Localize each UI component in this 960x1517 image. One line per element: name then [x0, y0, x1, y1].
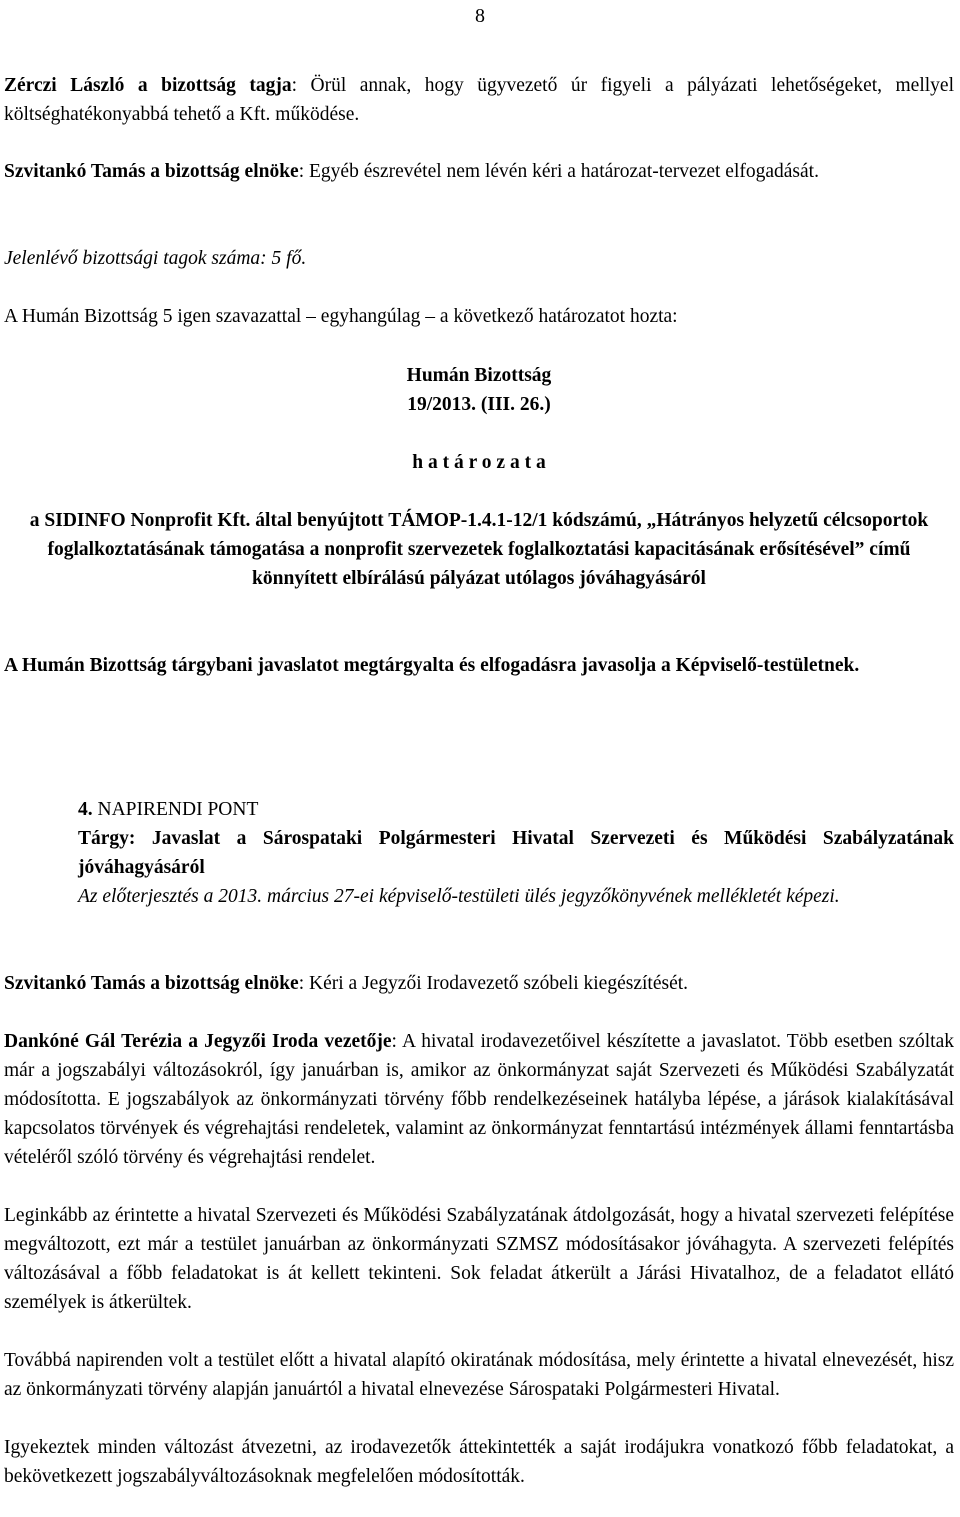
present-members: Jelenlévő bizottsági tagok száma: 5 fő. — [4, 248, 307, 269]
speaker-name: Zérczi László a bizottság tagja — [4, 75, 292, 96]
paragraph-dankone — [4, 1027, 954, 1172]
speaker-name: Szvitankó Tamás a bizottság elnöke — [4, 161, 299, 182]
paragraph-text: : Kéri a Jegyzői Irodavezető szóbeli kiegészítését. — [298, 973, 689, 994]
agenda-number: 4. — [78, 799, 93, 820]
agenda-subject: Tárgy: Javaslat a Sárospataki Polgármesteri Hivatal Szervezeti és Működési Szabályzatának jóváhagyásáról — [78, 828, 954, 878]
resolution-subject: a SIDINFO Nonprofit Kft. által benyújtott TÁMOP-1.4.1-12/1 kódszámú, „Hátrányos helyzetű célcsoportok foglalkoztatásának támogatása a nonprofit szervezetek foglalkoztatási kapacitásának erősítésével” című könnyített elbírálású pályázat utólagos jóváhagyásáról — [29, 510, 929, 589]
paragraph-szvitanko-2 — [4, 969, 954, 998]
paragraph-text: : Örül annak, hogy ügyvezető úr figyeli a pályázati lehetőségeket, mellyel költséghatékonyabbá tehető a Kft. működése. — [4, 75, 954, 125]
agenda-heading — [78, 795, 954, 824]
paragraph-szvitanko-1 — [4, 157, 954, 186]
agenda-note: Az előterjesztés a 2013. március 27-ei képviselő-testületi ülés jegyzőkönyvének mellékletét képezi. — [78, 886, 840, 907]
resolution-decision: A Humán Bizottság tárgybani javaslatot megtárgyalta és elfogadásra javasolja a Képviselő-testületnek. — [4, 655, 860, 676]
vote-statement: A Humán Bizottság 5 igen szavazattal – egyhangúlag – a következő határozatot hozta: — [4, 306, 678, 327]
agenda-title: NAPIRENDI PONT — [97, 799, 259, 820]
paragraph-restructuring: Leginkább az érintette a hivatal Szervezeti és Működési Szabályzatának átdolgozását, hogy a hivatal szervezeti felépítése megváltozott, ezt már a testület januárban az önkormányzati SZMSZ módosításakor jóváhagyta. A szervezeti felépítés változásával a főbb feladatokat is át kellett tekinteni. Sok feladat átkerült a Járási Hivatalhoz, de a feladatot ellátó személyek is átkerültek. — [4, 1205, 954, 1313]
speaker-name: Szvitankó Tamás a bizottság elnöke — [4, 973, 299, 994]
paragraph-text: : Egyéb észrevétel nem lévén kéri a határozat-tervezet elfogadását. — [298, 161, 819, 182]
page-number: 8 — [475, 5, 485, 27]
resolution-label: h a t á r o z a t a — [412, 452, 546, 473]
resolution-body: Humán Bizottság — [406, 365, 552, 386]
resolution-number: 19/2013. (III. 26.) — [407, 394, 551, 415]
speaker-name: Dankóné Gál Terézia a Jegyzői Iroda vezetője — [4, 1031, 392, 1052]
paragraph-zerczi — [4, 71, 954, 129]
paragraph-changes: Igyekeztek minden változást átvezetni, az irodavezetők áttekintették a saját irodájukra vonatkozó főbb feladatokat, a bekövetkezett jogszabályváltozásoknak megfelelően módosították. — [4, 1437, 954, 1487]
paragraph-text: : A hivatal irodavezetőivel készítette a javaslatot. Több esetben szóltak már a jogszabályi változásokról, így januárban is, amikor az önkormányzat saját Szervezeti és Működési Szabályzatát módosította. E jogszabályok az önkormányzati törvény főbb rendelkezéseinek hatályba lépése, a járások kialakításával kapcsolatos törvények és végrehajtási rendeletek, valamint az önkormányzat fenntartású intézmények állami fenntartásba vételéről szóló törvény és végrehajtási rendelet. — [4, 1031, 954, 1168]
paragraph-charter: Továbbá napirenden volt a testület előtt a hivatal alapító okiratának módosítása, mely érintette a hivatal elnevezését, hisz az önkormányzati törvény alapján januártól a hivatal elnevezése Sárospataki Polgármesteri Hivatal. — [4, 1350, 954, 1400]
